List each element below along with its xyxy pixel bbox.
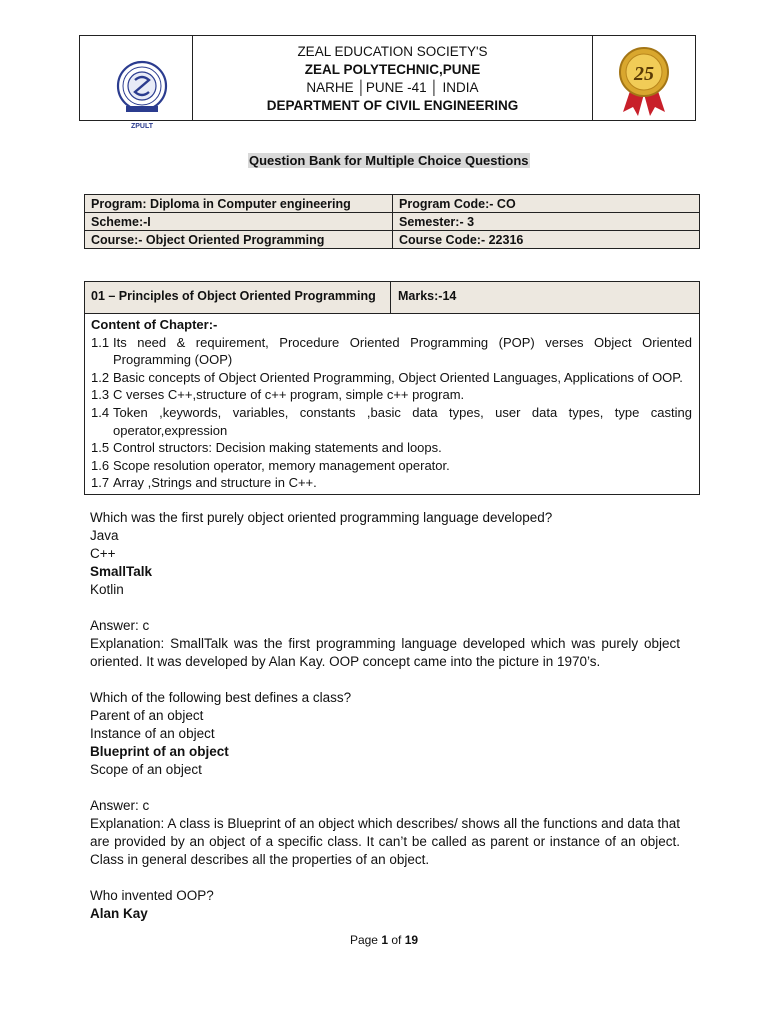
item-text: Basic concepts of Object Oriented Programming, Object Oriented Languages, Applications of OOP. — [113, 369, 683, 385]
chapter-header-row — [85, 282, 699, 314]
program-code-cell: Program Code:- CO — [393, 195, 700, 213]
answer-option: Scope of an object — [90, 762, 202, 777]
document-title: Question Bank for Multiple Choice Questions — [249, 153, 529, 168]
list-item — [91, 334, 692, 369]
item-number: 1.4 — [91, 404, 110, 420]
item-text: Control structors: Decision making statements and loops. — [113, 440, 442, 456]
answer-option: Instance of an object — [90, 726, 215, 741]
answer-key: Answer: c — [90, 618, 150, 633]
institution-header — [79, 35, 696, 130]
table-row — [85, 213, 700, 231]
anniversary-medal-icon — [593, 36, 695, 122]
question-text: Which of the following best defines a class? — [90, 690, 352, 705]
chapter-table — [84, 281, 700, 495]
header-text-block — [193, 36, 592, 120]
page-of-label: of — [388, 933, 405, 947]
item-number: 1.7 — [91, 475, 110, 491]
item-text: Scope resolution operator, memory management operator. — [113, 457, 450, 473]
list-item — [91, 404, 692, 439]
college-logo — [80, 36, 193, 130]
program-info-table — [84, 194, 700, 249]
item-text: Its need & requirement, Procedure Oriented Programming (POP) verses Object Oriented Programming (OOP) — [113, 334, 692, 368]
item-number: 1.3 — [91, 387, 110, 403]
program-cell: Program: Diploma in Computer engineering — [85, 195, 393, 213]
item-text: Array ,Strings and structure in C++. — [113, 475, 317, 491]
department-name: DEPARTMENT OF CIVIL ENGINEERING — [266, 98, 519, 113]
list-item — [91, 439, 692, 457]
question-text: Which was the first purely object oriented programming language developed? — [90, 510, 553, 525]
answer-option: Parent of an object — [90, 708, 204, 723]
correct-answer-option: Blueprint of an object — [90, 744, 229, 759]
page-number: 1 — [381, 933, 388, 947]
question-text: Who invented OOP? — [90, 888, 214, 903]
list-item — [91, 369, 692, 387]
list-item — [91, 386, 692, 404]
question-list — [90, 509, 680, 923]
item-number: 1.2 — [91, 369, 110, 385]
badge-number: 25 — [634, 63, 654, 85]
college-address: NARHE │PUNE -41 │ INDIA — [306, 80, 479, 95]
answer-option: Kotlin — [90, 582, 124, 597]
chapter-content-heading: Content of Chapter:- — [91, 317, 218, 332]
course-code-cell: Course Code:- 22316 — [393, 231, 700, 249]
correct-answer-option: SmallTalk — [90, 564, 153, 579]
list-item — [91, 457, 692, 475]
logo-caption: ZPULT — [130, 123, 154, 130]
item-number: 1.6 — [91, 457, 110, 473]
item-text: C verses C++,structure of c++ program, simple c++ program. — [113, 387, 465, 403]
answer-option: C++ — [90, 546, 116, 561]
anniversary-badge — [592, 36, 695, 120]
table-row — [85, 231, 700, 249]
page-total: 19 — [404, 933, 419, 947]
correct-answer-option: Alan Kay — [90, 906, 148, 921]
scheme-cell: Scheme:-I — [85, 213, 393, 231]
semester-cell: Semester:- 3 — [393, 213, 700, 231]
item-number: 1.5 — [91, 440, 110, 456]
chapter-title: 01 – Principles of Object Oriented Programming — [85, 282, 391, 313]
answer-key: Answer: c — [90, 798, 150, 813]
society-name: ZEAL EDUCATION SOCIETY'S — [297, 44, 488, 59]
explanation: Explanation: SmallTalk was the first programming language developed which was purely object oriented. It was developed by Alan Kay. OOP concept came into the picture in 1970’s. — [90, 636, 680, 669]
item-text: Token ,keywords, variables, constants ,basic data types, user data types, type casting operator,expression — [113, 404, 692, 438]
answer-option: Java — [90, 528, 119, 543]
chapter-marks: Marks:-14 — [398, 289, 457, 303]
table-row — [85, 195, 700, 213]
page-label: Page — [349, 933, 382, 947]
explanation: Explanation: A class is Blueprint of an object which describes/ shows all the functions and data that are provided by an object of a specific class. It can’t be called as parent or instance of an object. Class in general describes all the properties of an object. — [90, 816, 680, 867]
item-number: 1.1 — [91, 334, 110, 350]
chapter-content — [85, 314, 699, 494]
page-footer — [0, 933, 768, 947]
course-cell: Course:- Object Oriented Programming — [85, 231, 393, 249]
list-item — [91, 474, 692, 492]
college-emblem-icon — [80, 36, 192, 130]
college-name: ZEAL POLYTECHNIC,PUNE — [304, 62, 481, 77]
